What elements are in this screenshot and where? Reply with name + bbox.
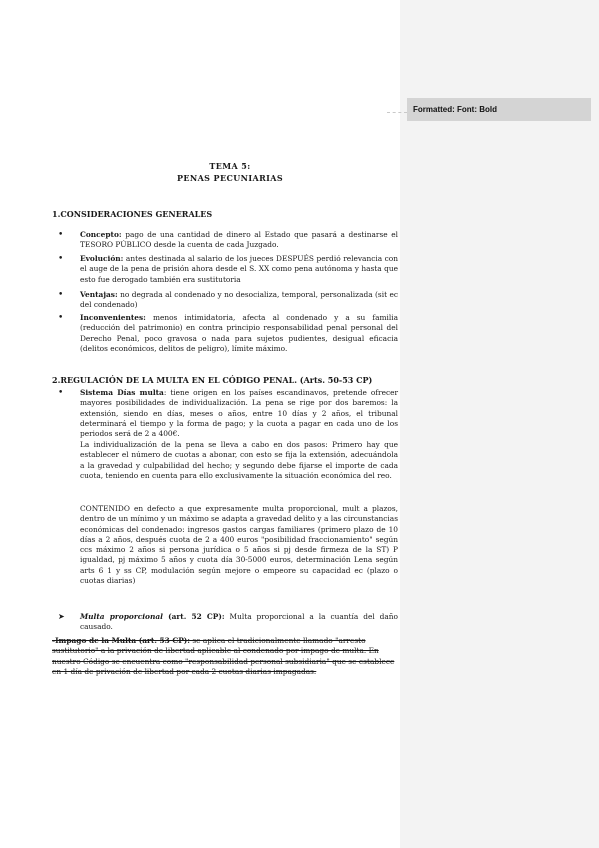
arrow-bullet-icon: ➤ [58,612,65,621]
deleted-paragraph-impago [52,636,398,677]
bullet-icon: • [58,230,64,240]
list-item-ventajas [80,290,398,311]
item-term: Evolución: [80,254,124,263]
section2-heading: 2.REGULACIÓN DE LA MULTA EN EL CÓDIGO PENAL. (Arts. 50-53 CP) [52,375,373,385]
deleted-text: se aplica el tradicionalmente llamado "arresto sustitutorio" a la privación de libertad aplicable al condenado por impago de multa. En nuestro Código se encuentra como "responsabilidad personal subsidiaria" que se establece en 1 día de privación de libertad por cada 2 cuotas diarias impagadas. [52,636,395,676]
comment-balloon[interactable] [407,98,591,121]
deleted-term: -Impago de la Multa (art. 53 CP): [52,636,190,645]
item-text: pago de una cantidad de dinero al Estado que pasará a destinarse el TESORO PÚBLICO desde la cuenta de cada Juzgado. [80,230,398,250]
bullet-icon: • [58,313,64,323]
item-text: : tiene origen en los países escandinavos, pretende ofrecer mayores posibilidades de individualización. La pena se rige por dos baremos: la extensión, siendo en días, meses o años, entre 10 días y 2 años, el tribunal determinará el tiempo y la forma de pago; y la cuota a pagar en cada uno de los periodos será de 2 a 400€. [80,388,399,439]
item-term-tail: (art. 52 CP): [162,612,225,621]
document-title-line1: TEMA 5: [209,161,251,171]
item-text: Multa proporcional a la cuantía del daño causado. [80,612,399,632]
item-term: Multa proporcional [80,612,163,621]
bullet-icon: • [58,388,64,398]
comment-margin [400,0,599,848]
section1-heading: 1.CONSIDERACIONES GENERALES [52,209,213,219]
comment-connector [387,112,407,113]
list-item-dias-multa [80,388,398,439]
list-item-evolucion [80,254,398,285]
list-item-multa-proporcional [80,612,398,633]
paragraph-contenido: CONTENIDO en defecto a que expresamente multa proporcional, mult a plazos, dentro de un mínimo y un máximo se adapta a gravedad delito y a las circunstancias económicas del condenado: ingresos gastos cargas familiares (primero plazo de 10 días a 2 años, después cuota de 2 a 400 euros "posibilidad fraccionamiento" según ccs máximo 2 años si persona jurídica o 5 años si pj desde firmeza de la ST) P igualdad, pj máximo 5 años y cuota día 30-5000 euros, determinación Lena según arts 6 1 y ss CP, modulación según mejore o empeore su capacidad ec (plazo o cuotas diarias) [80,504,398,586]
item-term: Inconvenientes: [80,313,146,322]
bullet-icon: • [58,254,64,264]
item-text: menos intimidatoria, afecta al condenado y a su familia (reducción del patrimonio) en contra principio responsabilidad penal personal del Derecho Penal, poco gravosa o nada para sujetos pudientes, desigual eficacia (delitos económicos, delitos de peligro), límite máximo. [80,313,398,353]
paragraph-individualizacion: La individualización de la pena se lleva a cabo en dos pasos: Primero hay que establecer el número de cuotas a abonar, con esto se fija la extensión, adecuándola a la gravedad y culpabilidad del hecho; y segundo debe fijarse el importe de cada cuota, teniendo en cuenta para ello exclusivamente la situación económica del reo. [80,440,398,480]
item-term: Ventajas: [80,290,118,299]
list-item-concepto [80,230,398,251]
document-title-line2: PENAS PECUNIARIAS [176,173,284,183]
list-item-inconvenientes [80,313,398,354]
item-text: antes destinada al salario de los jueces DESPUÉS perdió relevancia con el auge de la pena de prisión ahora desde el S. XX como pena autónoma y hasta que esto fue derogado también era sustitutoria [80,254,398,284]
item-text: no degrada al condenado y no desocializa, temporal, personalizada (sit ec del condenado) [80,290,398,310]
item-term: Concepto: [80,230,122,239]
item-term: Sistema Días multa [80,388,164,397]
bullet-icon: • [58,290,64,300]
comment-label: Formatted: Font: Bold [413,105,497,114]
